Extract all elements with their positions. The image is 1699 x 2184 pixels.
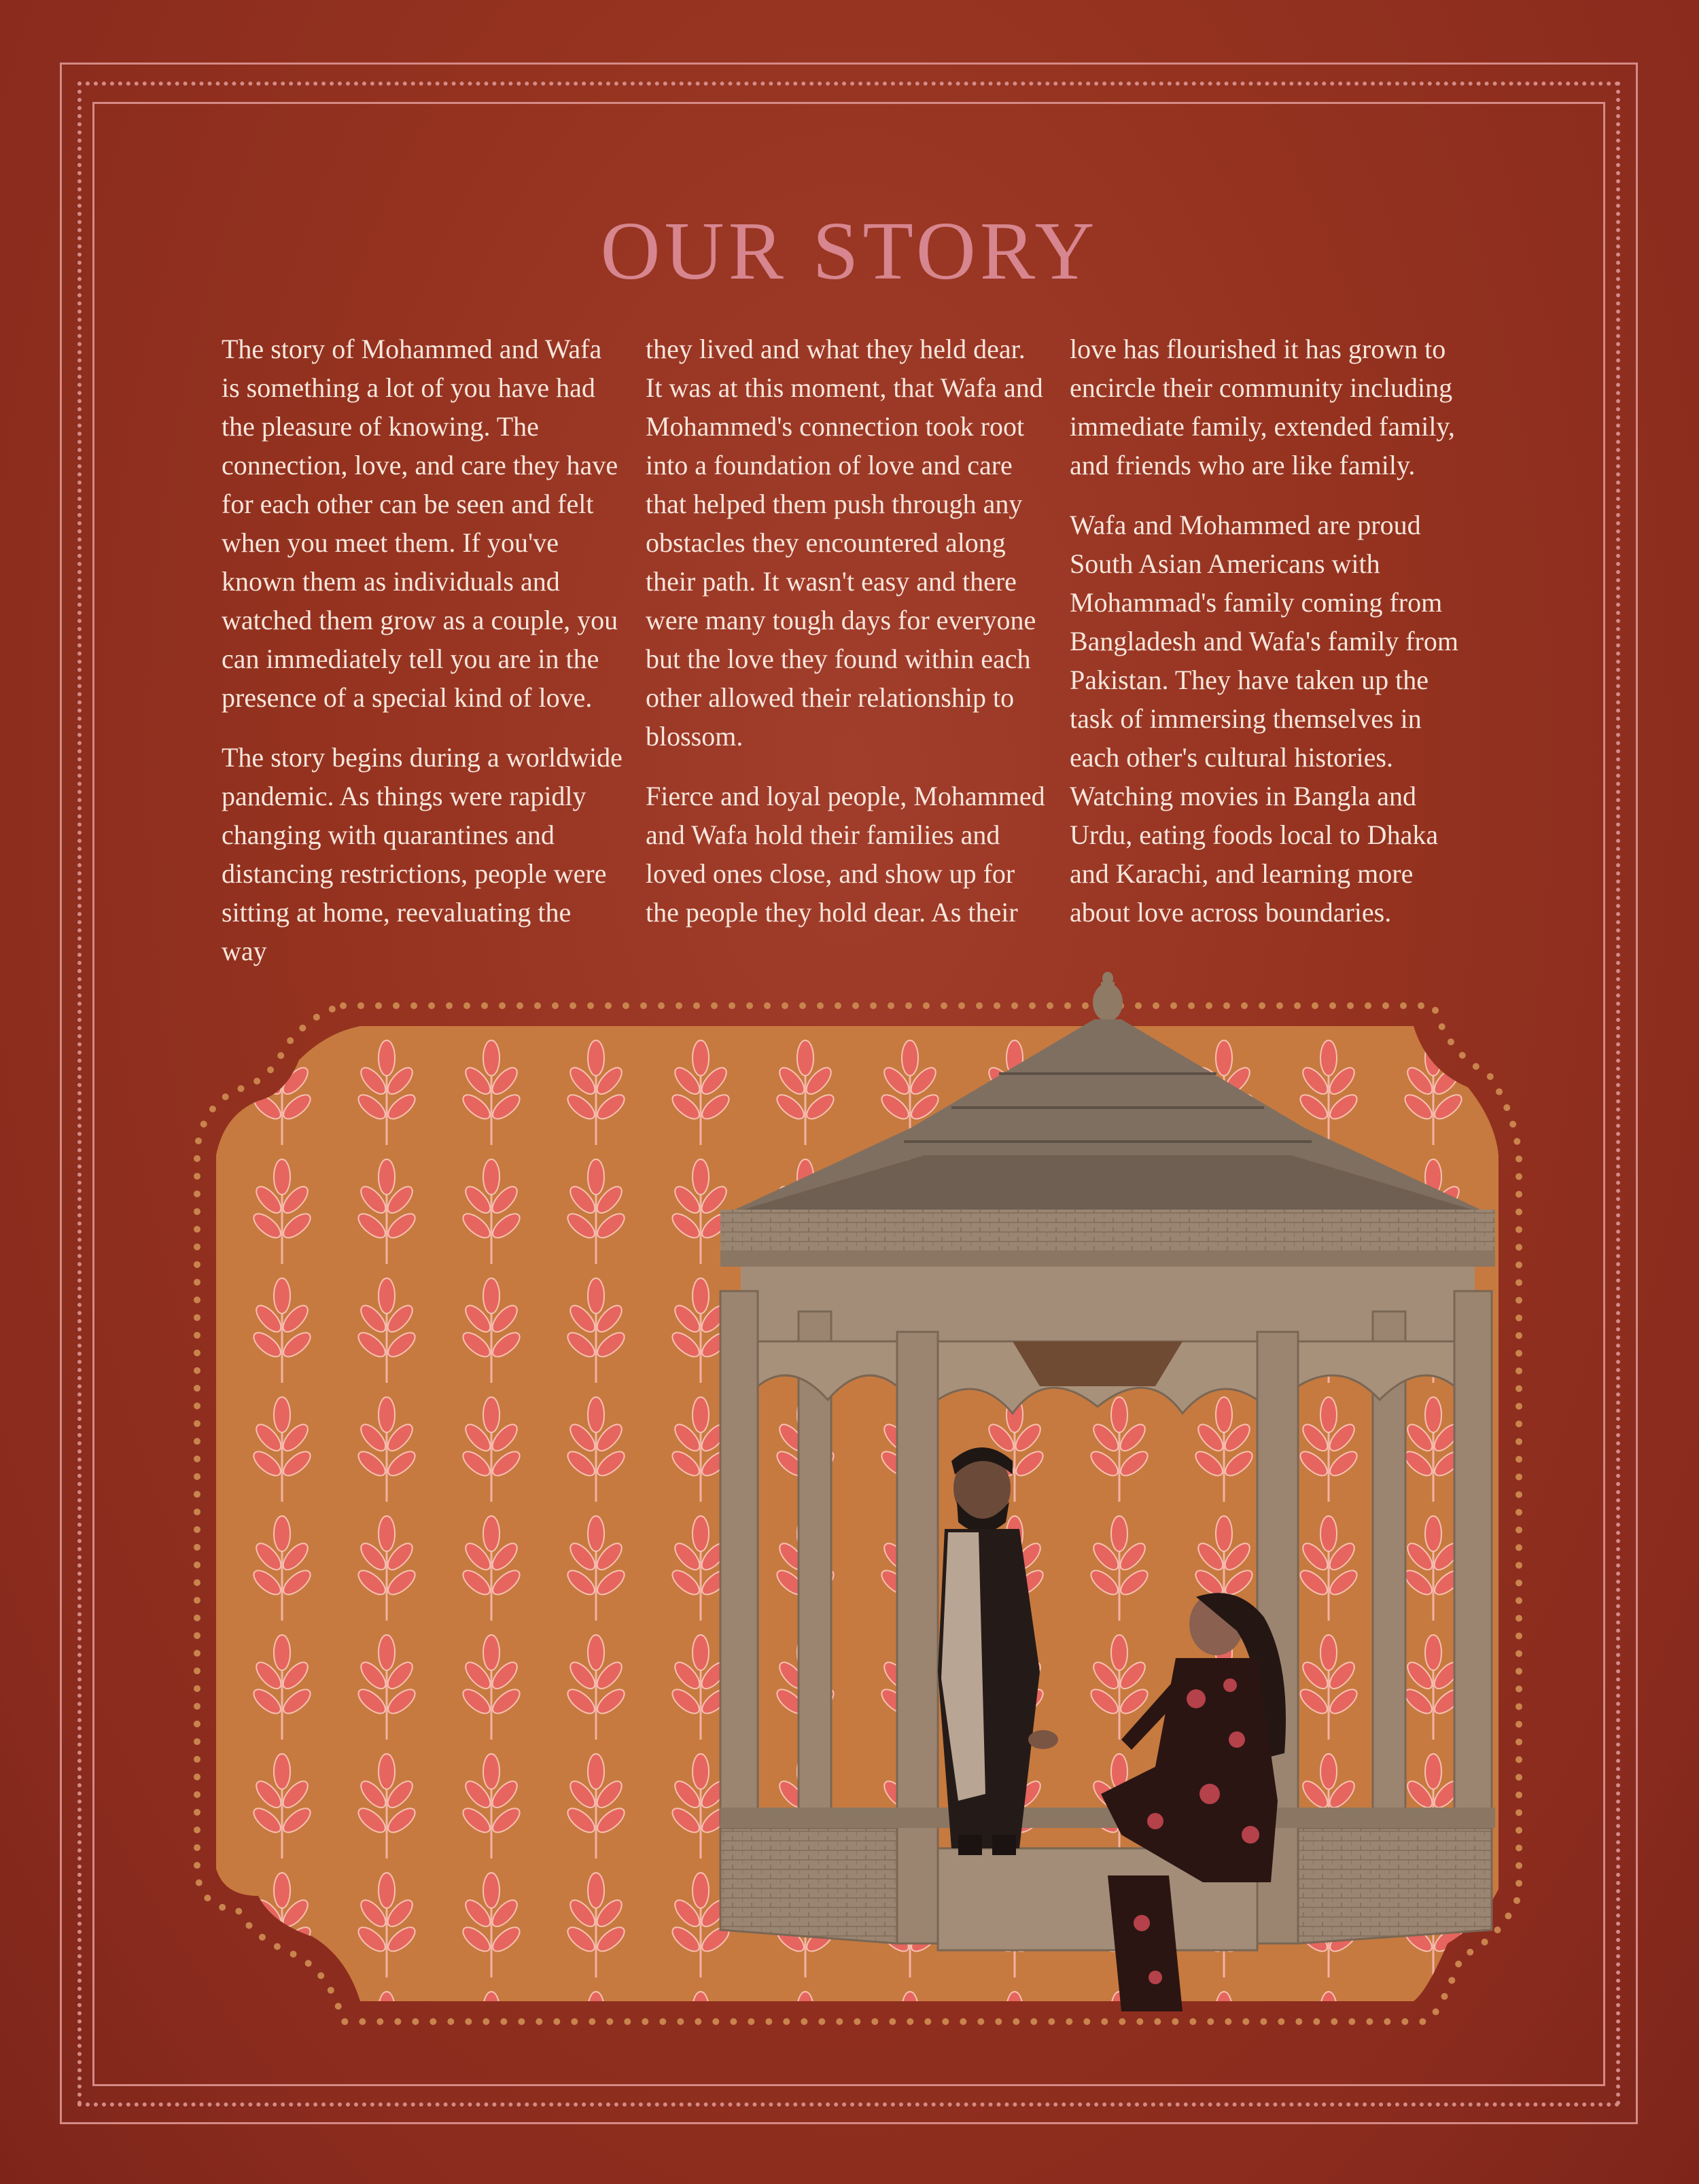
story-paragraph: The story of Mohammed and Wafa is something a lot of you have had the pleasure of knowing. The connection, love, and care they have for each other can be seen and felt when you meet them. If you've known them as individuals and watched them grow as a couple, you can immediately tell you are in the presence of a special kind of love. — [222, 334, 618, 713]
story-paragraph: Fierce and loyal people, Mohammed and Wafa hold their families and loved ones close, and show up for the people they hold dear. As their — [646, 781, 1045, 928]
story-paragraph: Wafa and Mohammed are proud South Asian Americans with Mohammad's family coming from Bangladesh and Wafa's family from Pakistan. They have taken up the task of immersing themselves in each other's cultural histories. Watching movies in Bangla and Urdu, eating foods local to Dhaka and Karachi, and learning more about love across boundaries. — [1070, 510, 1458, 928]
story-paragraph: The story begins during a worldwide pandemic. As things were rapidly changing with quarantines and distancing restrictions, people were sitting at home, reevaluating the way — [222, 742, 623, 966]
story-paragraph: love has flourished it has grown to encircle their community including immediate family, extended family, and friends who are like family. — [1070, 334, 1455, 480]
page-title: OUR STORY — [600, 205, 1099, 297]
story-paragraph: they lived and what they held dear. It was at this moment, that Wafa and Mohammed's connection took root into a foundation of love and care that helped them push through any obstacles they encountered along their path. It wasn't easy and there were many tough days for everyone but the love they found within each other allowed their relationship to blossom. — [646, 334, 1043, 752]
